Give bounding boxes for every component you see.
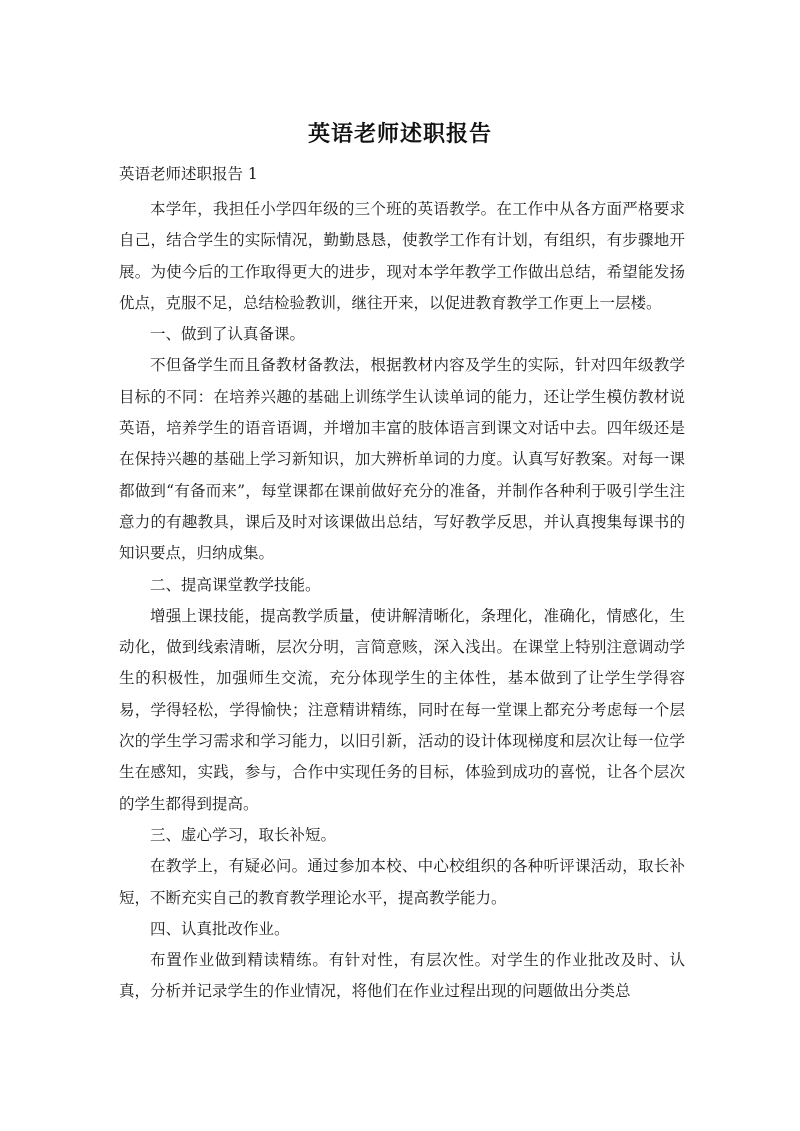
paragraph-section-4: 布置作业做到精读精练。有针对性，有层次性。对学生的作业批改及时、认真，分析并记录学生的作业情况，将他们在作业过程出现的问题做出分类总 <box>119 951 685 1001</box>
section-heading-1: 一、做到了认真备课。 <box>150 325 306 344</box>
document-subtitle: 英语老师述职报告 1 <box>119 165 258 183</box>
document-title: 英语老师述职报告 <box>307 122 492 147</box>
paragraph-section-2: 增强上课技能，提高教学质量，使讲解清晰化，条理化，准确化，情感化，生动化，做到线索清晰，层次分明，言简意赅，深入浅出。在课堂上特别注意调动学生的积极性，加强师生交流，充分体现学生的主体性，基本做到了让学生学得容易，学得轻松，学得愉快；注意精讲精练，同时在每一堂课上都充分考虑每一个层次的学生学习需求和学习能力，以旧引新，活动的设计体现梯度和层次让每一位学生在感知，实践，参与，合作中实现任务的目标，体验到成功的喜悦，让各个层次的学生都得到提高。 <box>119 606 685 813</box>
paragraph-section-1: 不但备学生而且备教材备教法，根据教材内容及学生的实际，针对四年级教学目标的不同：在培养兴趣的基础上训练学生认读单词的能力，还让学生模仿教材说英语，培养学生的语音语调，并增加丰富的肢体语言到课文对话中去。四年级还是在保持兴趣的基础上学习新知识，加大辨析单词的力度。认真写好教案。对每一课都做到“有备而来”，每堂课都在课前做好充分的准备，并制作各种利于吸引学生注意力的有趣教具，课后及时对该课做出总结，写好教学反思，并认真搜集每课书的知识要点，归纳成集。 <box>119 356 685 563</box>
section-heading-3: 三、虚心学习，取长补短。 <box>150 825 337 844</box>
section-heading-4: 四、认真批改作业。 <box>150 919 290 938</box>
section-heading-2: 二、提高课堂教学技能。 <box>150 575 321 594</box>
paragraph-intro: 本学年，我担任小学四年级的三个班的英语教学。在工作中从各方面严格要求自己，结合学生的实际情况，勤勤恳恳，使教学工作有计划，有组织，有步骤地开展。为使今后的工作取得更大的进步，现对本学年教学工作做出总结，希望能发扬优点，克服不足，总结检验教训，继往开来，以促进教育教学工作更上一层楼。 <box>119 200 685 312</box>
paragraph-section-3: 在教学上，有疑必问。通过参加本校、中心校组织的各种听评课活动，取长补短，不断充实自己的教育教学理论水平，提高教学能力。 <box>119 857 685 907</box>
document-body <box>119 194 685 1008</box>
